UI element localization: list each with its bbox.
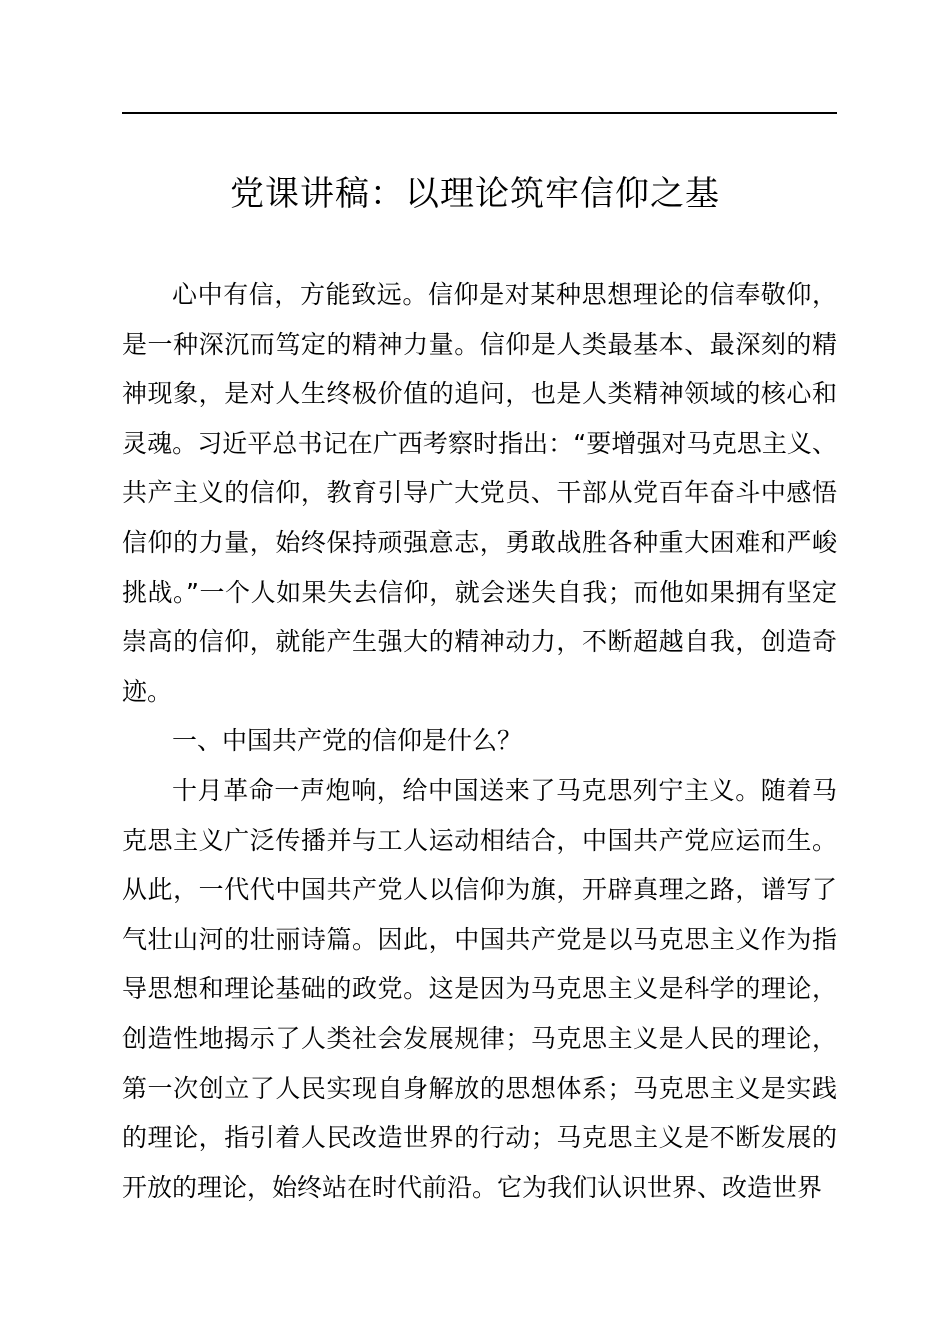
section-heading-1: 一、中国共产党的信仰是什么？ xyxy=(172,726,523,756)
document-body xyxy=(122,270,837,1212)
page-title: 党课讲稿：以理论筑牢信仰之基 xyxy=(230,174,720,214)
paragraph-section-1: 十月革命一声炮响，给中国送来了马克思列宁主义。随着马克思主义广泛传播并与工人运动相结合，中国共产党应运而生。从此，一代代中国共产党人以信仰为旗，开辟真理之路，谱写了气壮山河的壮丽诗篇。因此，中国共产党是以马克思主义作为指导思想和理论基础的政党。这是因为马克思主义是科学的理论，创造性地揭示了人类社会发展规律；马克思主义是人民的理论，第一次创立了人民实现自身解放的思想体系；马克思主义是实践的理论，指引着人民改造世界的行动；马克思主义是不断发展的开放的理论，始终站在时代前沿。它为我们认识世界、改造世界 xyxy=(122,775,837,1202)
header-rule xyxy=(122,112,837,114)
paragraph-intro: 心中有信，方能致远。信仰是对某种思想理论的信奉敬仰，是一种深沉而笃定的精神力量。信仰是人类最基本、最深刻的精神现象，是对人生终极价值的追问，也是人类精神领域的核心和灵魂。习近平总书记在广西考察时指出：“要增强对马克思主义、共产主义的信仰，教育引导广大党员、干部从党百年奋斗中感悟信仰的力量，始终保持顽强意志，勇敢战胜各种重大困难和严峻挑战。”一个人如果失去信仰，就会迷失自我；而他如果拥有坚定崇高的信仰，就能产生强大的精神动力，不断超越自我，创造奇迹。 xyxy=(122,280,837,706)
